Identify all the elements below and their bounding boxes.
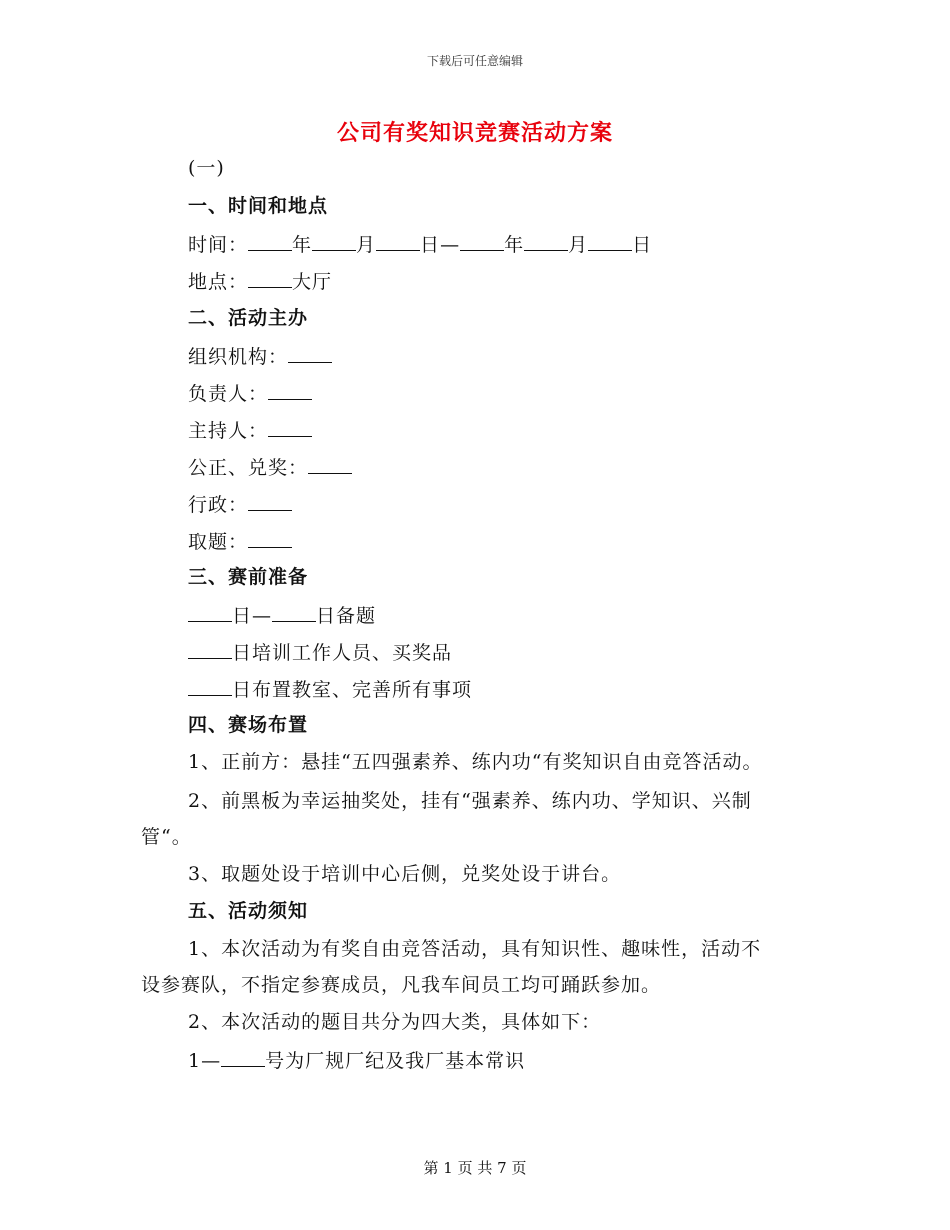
time-line <box>188 230 652 258</box>
dash-text: — <box>252 605 273 627</box>
fair-line <box>188 453 352 481</box>
dash-text: — <box>440 234 461 256</box>
section1-heading: 一、时间和地点 <box>188 195 329 217</box>
day-text: 日 <box>632 234 653 256</box>
blank-field <box>248 267 292 288</box>
month-text: 月 <box>568 234 589 256</box>
venue-paragraph-2-line2: 管“。 <box>141 826 192 848</box>
host-line <box>188 416 312 444</box>
fetch-line <box>188 527 292 555</box>
prep-item-2-text: 日培训工作人员、买奖品 <box>232 642 453 664</box>
org-line <box>188 342 332 370</box>
notice-paragraph-1-line2: 设参赛队，不指定参赛成员，凡我车间员工均可踊跃参加。 <box>141 974 662 996</box>
leader-label: 负责人： <box>188 383 269 405</box>
notice-paragraph-2: 2、本次活动的题目共分为四大类，具体如下： <box>188 1011 602 1033</box>
time-label: 时间： <box>188 234 249 256</box>
place-line <box>188 267 332 295</box>
admin-label: 行政： <box>188 494 249 516</box>
blank-field <box>312 230 356 251</box>
prep-item-1 <box>188 601 376 629</box>
blank-field <box>188 675 232 696</box>
prep-item-3 <box>188 675 472 703</box>
place-suffix: 大厅 <box>292 271 333 293</box>
section2-heading: 二、活动主办 <box>188 307 309 329</box>
host-label: 主持人： <box>188 420 269 442</box>
place-label: 地点： <box>188 271 249 293</box>
prep-item-1-text: 日备题 <box>316 605 377 627</box>
blank-field <box>248 490 292 511</box>
blank-field <box>588 230 632 251</box>
page-number: 第 1 页 共 7 页 <box>423 1159 527 1177</box>
document-title: 公司有奖知识竞赛活动方案 <box>336 120 613 146</box>
notice-paragraph-1-line1: 1、本次活动为有奖自由竞答活动，具有知识性、趣味性，活动不 <box>188 938 762 960</box>
year-text: 年 <box>504 234 525 256</box>
prep-item-2 <box>188 638 452 666</box>
year-text: 年 <box>292 234 313 256</box>
section3-heading: 三、赛前准备 <box>188 566 309 588</box>
blank-field <box>524 230 568 251</box>
blank-field <box>268 416 312 437</box>
day-text: 日 <box>232 605 253 627</box>
fair-label: 公正、兑奖： <box>188 457 309 479</box>
admin-line <box>188 490 292 518</box>
page-header-note: 下载后可任意编辑 <box>426 54 523 68</box>
notice-paragraph-3 <box>188 1046 525 1074</box>
blank-field <box>248 527 292 548</box>
blank-field <box>188 601 232 622</box>
venue-paragraph-1: 1、正前方：悬挂“五四强素养、练内功“有奖知识自由竞答活动。 <box>188 751 763 773</box>
blank-field <box>188 638 232 659</box>
blank-field <box>308 453 352 474</box>
blank-field <box>376 230 420 251</box>
blank-field <box>268 379 312 400</box>
day-text: 日 <box>420 234 441 256</box>
venue-paragraph-2-line1: 2、前黑板为幸运抽奖处，挂有“强素养、练内功、学知识、兴制 <box>188 790 752 812</box>
blank-field <box>272 601 316 622</box>
org-label: 组织机构： <box>188 346 289 368</box>
blank-field <box>460 230 504 251</box>
blank-field <box>221 1046 265 1067</box>
leader-line <box>188 379 312 407</box>
blank-field <box>288 342 332 363</box>
section4-heading: 四、赛场布置 <box>188 714 309 736</box>
section5-heading: 五、活动须知 <box>188 900 309 922</box>
range-prefix: 1— <box>188 1050 222 1072</box>
part-label: (一) <box>188 157 225 179</box>
range-suffix: 号为厂规厂纪及我厂基本常识 <box>265 1050 526 1072</box>
prep-item-3-text: 日布置教室、完善所有事项 <box>232 679 473 701</box>
fetch-label: 取题： <box>188 531 249 553</box>
blank-field <box>248 230 292 251</box>
venue-paragraph-3: 3、取题处设于培训中心后侧，兑奖处设于讲台。 <box>188 863 622 885</box>
month-text: 月 <box>356 234 377 256</box>
